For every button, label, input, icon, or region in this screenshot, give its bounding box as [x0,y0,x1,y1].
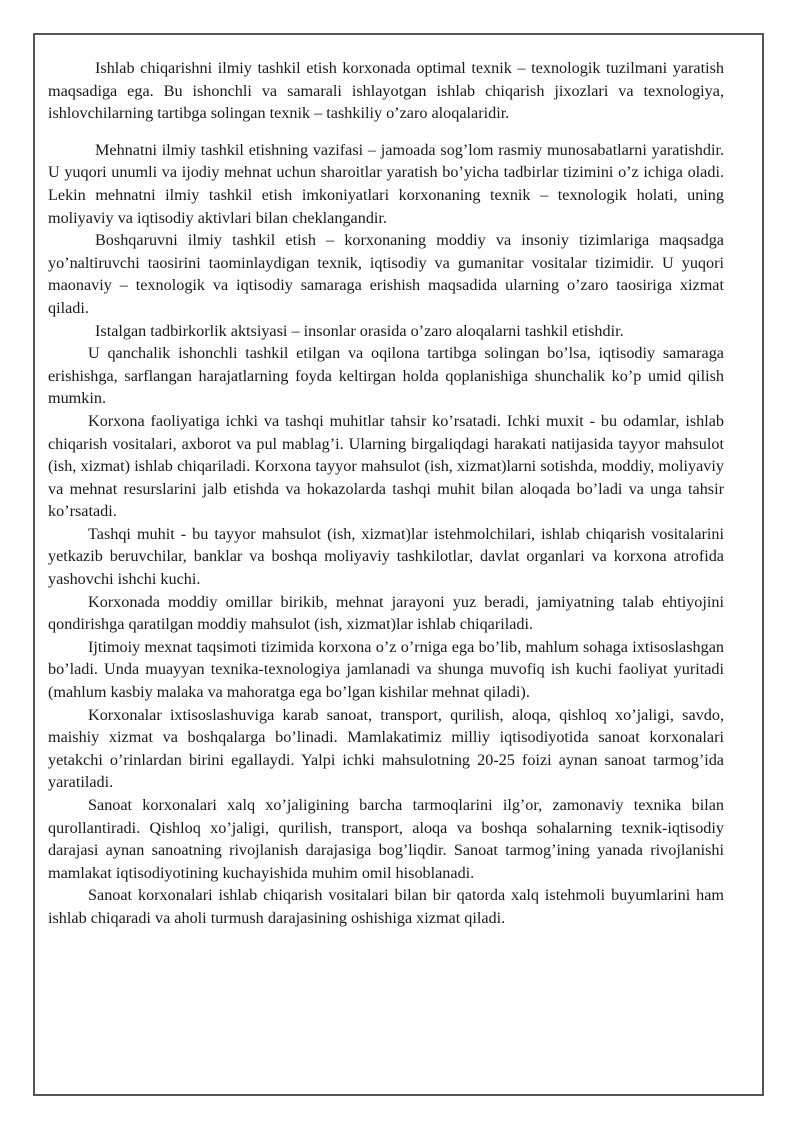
paragraph: Boshqaruvni ilmiy tashkil etish – korxonaning moddiy va insoniy tizimlariga maqsadga yo’naltiruvchi taosirini taominlaydigan texnik, iqtisodiy va gumanitar vositalar tizimidir. U yuqori maonaviy – texnologik va iqtisodiy samaraga erishish maqsadida ularning o’zaro taosiriga xizmat qiladi. [48,231,724,317]
paragraph: Tashqi muhit - bu tayyor mahsulot (ish, xizmat)lar istehmolchilari, ishlab chiqarish vositalarini yetkazib beruvchilar, banklar va boshqa moliyaviy tashkilotlar, davlat organlari va korxona atrofida yashovchi ishchi kuchi. [48,524,724,589]
paragraph: Korxona faoliyatiga ichki va tashqi muhitlar tahsir ko’rsatadi. Ichki muxit - bu odamlar, ishlab chiqarish vositalari, axborot va pul mablag’i. Ularning birgaliqdagi harakati natijasida tayyor mahsulot (ish, xizmat) ishlab chiqariladi. Korxona tayyor mahsulot (ish, xizmat)larni sotishda, moddiy, moliyaviy va mehnat resurslarini jalb etishda va hokazolarda tashqi muhit bilan aloqada bo’ladi va unga tahsir ko’rsatadi. [48,411,724,521]
paragraph: Istalgan tadbirkorlik aktsiyasi – insonlar orasida o’zaro aloqalarni tashkil etishdir. [95,321,624,340]
paragraph: Sanoat korxonalari ishlab chiqarish vositalari bilan bir qatorda xalq istehmoli buyumlarini ham ishlab chiqaradi va aholi turmush darajasining oshishiga xizmat qiladi. [48,886,724,927]
paragraph: Ishlab chiqarishni ilmiy tashkil etish korxonada optimal texnik – texnologik tuzilmani yaratish maqsadiga ega. Bu ishonchli va samarali ishlayotgan ishlab chiqarish jixozlari va texnologiya, ishlovchilarning tartibga solingan texnik – tashkiliy o’zaro aloqalaridir. [48,59,724,123]
paragraph: Korxonalar ixtisoslashuviga karab sanoat, transport, qurilish, aloqa, qishloq xo’jaligi, savdo, maishiy xizmat va boshqalarga bo’linadi. Mamlakatimiz milliy iqtisodiyotida sanoat korxonalari yetakchi o’rinlardan birini egallaydi. Yalpi ichki mahsulotning 20-25 foizi aynan sanoat tarmog’ida yaratiladi. [48,705,724,792]
paragraph: Sanoat korxonalari xalq xo’jaligining barcha tarmoqlarini ilg’or, zamonaviy texnika bilan qurollantiradi. Qishloq xo’jaligi, qurilish, transport, aloqa va boshqa sohalarning texnik-iqtisodiy darajasi aynan sanoatning rivojlanish darajasiga bog’liqdir. Sanoat tarmog’ining yanada rivojlanishi mamlakat iqtisodiyotining kuchayishida muhim omil hisoblanadi. [48,796,724,882]
paragraph: Korxonada moddiy omillar birikib, mehnat jarayoni yuz beradi, jamiyatning talab ehtiyojini qondirishga qaratilgan moddiy mahsulot (ish, xizmat)lar ishlab chiqariladi. [48,592,724,634]
paragraph: Mehnatni ilmiy tashkil etishning vazifasi – jamoada sog’lom rasmiy munosabatlarni yaratishdir. U yuqori unumli va ijodiy mehnat uchun sharoitlar yaratish bo’yicha tadbirlar tizimini o’z ichiga oladi. Lekin mehnatni ilmiy tashkil etish imkoniyatlari korxonaning texnik – texnologik holati, uning moliyaviy va iqtisodiy aktivlari bilan cheklangandir. [48,140,724,227]
paragraph: U qanchalik ishonchli tashkil etilgan va oqilona tartibga solingan bo’lsa, iqtisodiy samaraga erishishga, sarflangan harajatlarning foyda keltirgan holda qoplanishiga shunchalik ko’p umid qilish mumkin. [48,344,724,408]
document-body [48,57,724,930]
paragraph: Ijtimoiy mexnat taqsimoti tizimida korxona o’z o’rniga ega bo’lib, mahlum sohaga ixtisoslashgan bo’ladi. Unda muayyan texnika-texnologiya jamlanadi va shunga muvofiq ish kuchi faoliyat yuritadi (mahlum kasbiy malaka va mahoratga ega bo’lgan kishilar mehnat qiladi). [48,637,724,702]
